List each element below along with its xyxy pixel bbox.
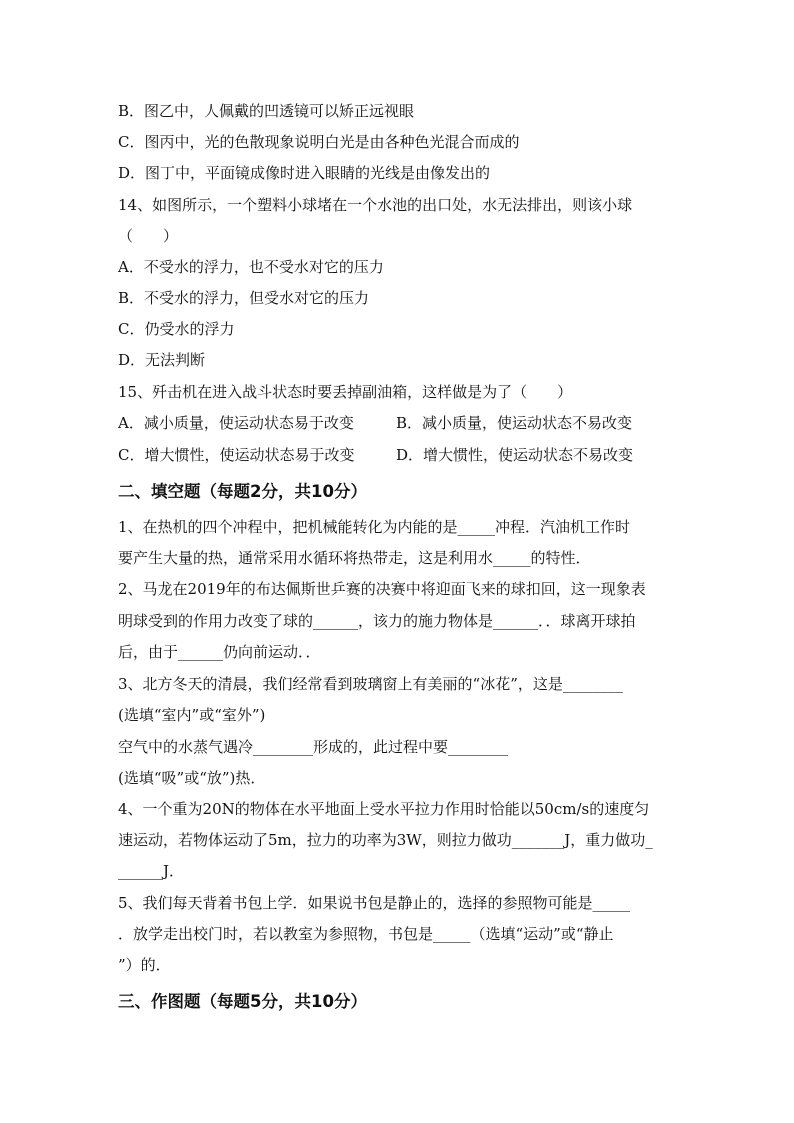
q13-option-c: C．图丙中，光的色散现象说明白光是由各种色光混合而成的 [118, 133, 520, 151]
q15-option-c: C．增大惯性，使运动状态易于改变 [118, 446, 355, 464]
fill-q4-line-2: 速运动，若物体运动了5m，拉力的功率为3W，则拉力做功_______J，重力做功_ [118, 831, 653, 849]
q13-option-d: D．图丁中，平面镜成像时进入眼睛的光线是由像发出的 [118, 164, 491, 182]
q14-option-d: D．无法判断 [118, 351, 206, 369]
fill-q1-line-2: 要产生大量的热，通常采用水循环将热带走，这是利用水_____的特性． [118, 549, 591, 567]
q15-stem: 15、歼击机在进入战斗状态时要丢掉副油箱，这样做是为了（ ） [118, 383, 573, 401]
fill-q3-line-3: 空气中的水蒸气遇冷________形成的，此过程中要________ [118, 738, 509, 756]
q15-option-d: D．增大惯性，使运动状态不易改变 [396, 446, 634, 464]
fill-q3-line-2: (选填“室内”或“室外”) [118, 706, 266, 724]
fill-q3-line-1: 3、北方冬天的清晨，我们经常看到玻璃窗上有美丽的“冰花”，这是________ [118, 675, 623, 693]
q14-option-b: B．不受水的浮力，但受水对它的压力 [118, 289, 370, 307]
q13-option-b: B．图乙中，人佩戴的凹透镜可以矫正远视眼 [118, 102, 415, 120]
q15-option-a: A．减小质量，使运动状态易于改变 [118, 414, 354, 432]
fill-q4-line-1: 4、一个重为20N的物体在水平地面上受水平拉力作用时恰能以50cm/s的速度匀 [118, 800, 650, 818]
fill-q3-line-4: (选填“吸”或“放”)热． [118, 769, 266, 787]
q14-option-c: C．仍受水的浮力 [118, 320, 235, 338]
q14-option-a: A．不受水的浮力，也不受水对它的压力 [118, 258, 384, 276]
fill-q4-line-3: ______J． [118, 862, 185, 880]
q14-stem-line-1: 14、如图所示，一个塑料小球堵在一个水池的出口处，水无法排出，则该小球 [118, 196, 633, 214]
fill-q2-line-2: 明球受到的作用力改变了球的______，该力的施力物体是______．．球离开球拍 [118, 612, 636, 630]
fill-q5-line-2: ．放学走出校门时，若以教室为参照物，书包是_____（选填“运动”或“静止 [118, 925, 614, 943]
q15-option-b: B．减小质量，使运动状态不易改变 [396, 414, 633, 432]
fill-q2-line-3: 后，由于______仍向前运动．． [118, 643, 321, 661]
fill-q5-line-3: ”）的． [118, 956, 171, 974]
q14-stem-line-2: （ ） [118, 227, 179, 245]
section-3-title: 三、作图题（每题5分，共10分） [118, 992, 367, 1011]
fill-q2-line-1: 2、马龙在2019年的布达佩斯世乒赛的决赛中将迎面飞来的球扣回，这一现象表 [118, 580, 646, 598]
section-2-title: 二、填空题（每题2分，共10分） [118, 482, 367, 501]
fill-q1-line-1: 1、在热机的四个冲程中，把机械能转化为内能的是_____冲程．汽油机工作时 [118, 518, 631, 536]
fill-q5-line-1: 5、我们每天背着书包上学．如果说书包是静止的，选择的参照物可能是_____ [118, 894, 631, 912]
